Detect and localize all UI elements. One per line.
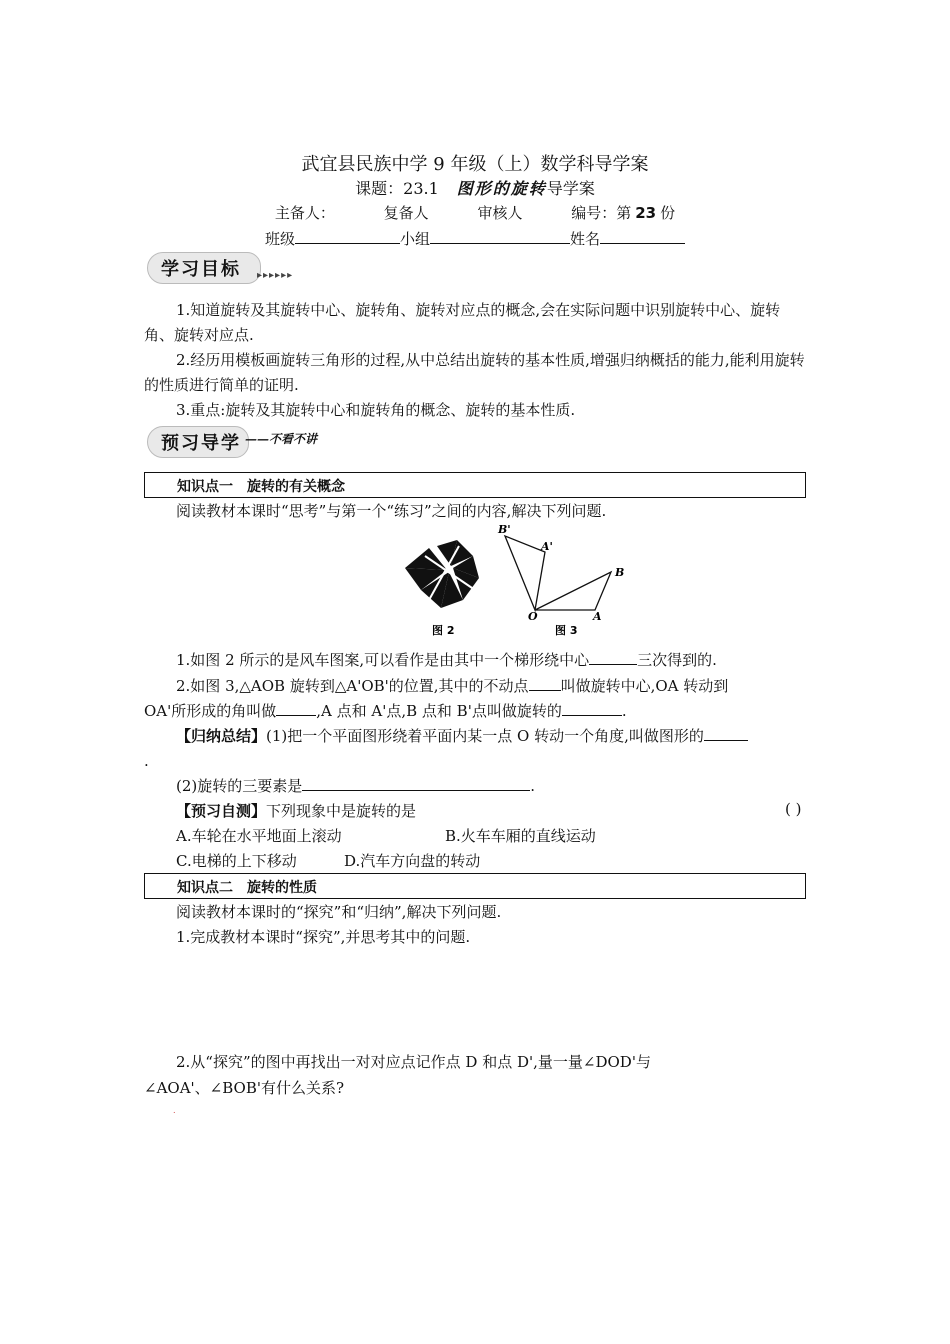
point1-question-1: 1.如图 2 所示的是风车图案,可以看作是由其中一个梯形绕中心 三次得到的. [176, 651, 717, 669]
point2-question-2: 2.从“探究”的图中再找出一对对应点记作点 D 和点 D',量一量∠DOD'与 [176, 1053, 651, 1071]
point2-intro: 阅读教材本课时的“探究”和“归纳”,解决下列问题. [176, 903, 502, 921]
goal-item-1: 1.知道旋转及其旋转中心、旋转角、旋转对应点的概念,会在实际问题中识别旋转中心、旋转角、旋转对应点. [144, 301, 781, 344]
summary-2: (2)旋转的三要素是 . [176, 777, 536, 795]
class-label: 班级 [264, 230, 295, 248]
preview-section-tag [145, 422, 375, 460]
staff-line [0, 202, 950, 223]
fig2-caption: 图 2 [432, 624, 455, 637]
option-d[interactable]: D.汽车方向盘的转动 [344, 852, 481, 870]
label-A: A [593, 610, 602, 623]
option-a[interactable]: A.车轮在水平地面上滚动 [176, 827, 342, 845]
topic-name: 图形的旋转 [456, 179, 547, 198]
point1-question-2-cont: OA'所形成的角叫做 ,A 点和 A'点,B 点和 B'点叫做旋转的 . [144, 702, 627, 720]
summary-1: 【归纳总结】(1)把一个平面图形绕着平面内某一点 O 转动一个角度,叫做图形的 [144, 724, 808, 749]
group-label: 小组 [399, 230, 430, 248]
page-title: 武宜县民族中学 9 年级（上）数学科导学案 [301, 154, 649, 175]
self-test-answer-paren[interactable]: ( ) [785, 800, 802, 818]
topic-prefix: 课题：23.1 [355, 179, 439, 198]
fig3-caption: 图 3 [555, 624, 578, 637]
label-B: B [615, 566, 625, 579]
point1-question-2: 2.如图 3,△AOB 旋转到△A'OB'的位置,其中的不动点 叫做旋转中心,OA 转动到 [176, 677, 729, 695]
self-test: 【预习自测】下列现象中是旋转的是 [176, 802, 417, 820]
group-blank[interactable] [430, 229, 570, 244]
goals-section-tag: 学习目标 ▸▸▸▸▸▸ [145, 248, 285, 286]
student-info-line [0, 228, 950, 249]
name-label: 姓名 [570, 230, 601, 248]
summary-blank-2[interactable] [302, 776, 530, 791]
knowledge-point-1-title: 知识点一 旋转的有关概念 [177, 479, 345, 495]
goal-item-3: 3.重点:旋转及其旋转中心和旋转角的概念、旋转的基本性质. [176, 401, 576, 419]
q2-blank-angle[interactable] [276, 701, 316, 716]
point1-intro: 阅读教材本课时“思考”与第一个“练习”之间的内容,解决下列问题. [176, 502, 607, 520]
goals-tag-text: 学习目标 [161, 259, 241, 280]
summary-blank-1[interactable] [704, 726, 748, 741]
label-O: O [528, 610, 538, 623]
reviewed-by: 复备人 [383, 204, 429, 222]
pinwheel-figure [405, 540, 479, 608]
label-Bp: B' [498, 523, 511, 536]
option-c[interactable]: C.电梯的上下移动 [176, 852, 297, 870]
name-blank[interactable] [600, 229, 685, 244]
point2-question-2-cont: ∠AOA'、∠BOB'有什么关系? [144, 1079, 345, 1097]
label-Ap: A' [541, 540, 553, 553]
preview-tag-text: 预习导学 [161, 433, 241, 454]
checked-by: 审核人 [477, 204, 523, 222]
lesson-topic [0, 176, 950, 199]
point2-question-1: 1.完成教材本课时“探究”,并思考其中的问题. [176, 928, 471, 946]
q1-blank[interactable] [589, 650, 637, 665]
knowledge-point-2-title: 知识点二 旋转的性质 [177, 880, 317, 896]
preview-tag-suffix: ——不看不讲 [245, 432, 318, 446]
topic-suffix: 导学案 [546, 179, 595, 198]
prepared-by: 主备人： [274, 204, 335, 222]
q2-blank-center[interactable] [529, 676, 561, 691]
class-blank[interactable] [295, 229, 400, 244]
knowledge-point-2-box [144, 873, 806, 899]
rotation-triangle-figure [505, 536, 611, 610]
knowledge-point-1-box [144, 472, 806, 498]
goal-item-2: 2.经历用模板画旋转三角形的过程,从中总结出旋转的基本性质,增强归纳概括的能力,能利用旋转的性质进行简单的证明. [144, 351, 805, 394]
option-b[interactable]: B.火车车厢的直线运动 [445, 827, 596, 845]
doc-number: 编号：第 23 份 [571, 204, 676, 222]
q2-blank-corresponding[interactable] [562, 701, 622, 716]
figures [395, 520, 655, 645]
